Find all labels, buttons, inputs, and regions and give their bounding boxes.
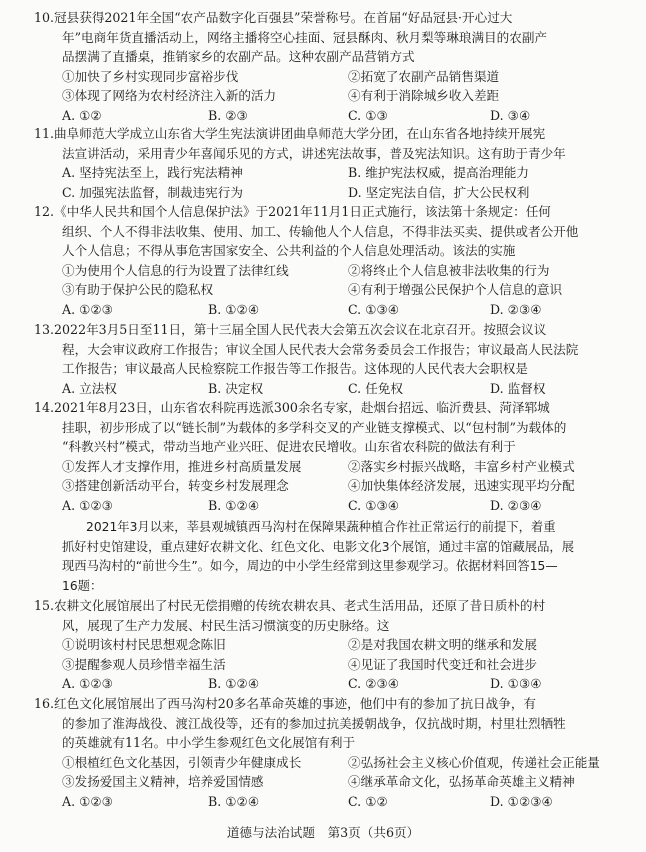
question-stem-line: “科教兴村”模式，带动当地产业兴旺、促进农民增收。山东省农科院的做法有利于 — [62, 439, 516, 454]
statement: ④加快集体经济发展，迅速实现平均分配 — [348, 478, 575, 493]
option-d[interactable]: D. 坚定宪法自信，扩大公民权利 — [348, 184, 530, 200]
question-number: 16. — [34, 696, 55, 711]
statement: ①发挥人才支撑作用，推进乡村高质量发展 — [62, 458, 302, 474]
option-a[interactable]: A. 坚持宪法至上，践行宪法精神 — [62, 165, 243, 180]
option-a[interactable]: A. ①②③ — [62, 793, 113, 809]
option-d[interactable]: D. ①③④ — [490, 676, 542, 691]
question-stem-line: 人个人信息；不得从事危害国家安全、公共利益的个人信息处理活动。该法的实施 — [62, 243, 516, 258]
material-line: 现西马沟村的“前世今生”。如今，周边的中小学生经常到这里参观学习。依据材料回答15— — [62, 559, 558, 573]
shared-material — [62, 518, 622, 596]
question-stem-line: 12.《中华人民共和国个人信息保护法》于2021年11月1日正式施行，该法第十条规定：任何 — [34, 204, 551, 219]
options-row — [62, 163, 622, 183]
option-b[interactable]: B. 维护宪法权威，提高治理能力 — [348, 165, 529, 180]
statement: ②是对我国农耕文明的继承和发展 — [348, 637, 537, 652]
option-a[interactable]: A. ①②③ — [62, 301, 113, 317]
question-number: 12. — [34, 204, 55, 219]
options-row — [62, 183, 622, 203]
statement: ④见证了我国时代变迁和社会进步 — [348, 656, 537, 672]
question-number: 15. — [34, 598, 55, 613]
option-d[interactable]: D. 监督权 — [490, 380, 546, 396]
option-a[interactable]: A. ①②③ — [62, 676, 113, 691]
material-line: 2021年3月以来，莘县观城镇西马沟村在保障果蔬种植合作社正常运行的前提下，着重 — [86, 520, 556, 534]
statement: ③搭建创新活动平台，转变乡村发展理念 — [62, 478, 289, 493]
question-stem-line: 11.曲阜师范大学成立山东省大学生宪法演讲团曲阜师范大学分团，在山东省各地持续开展宪 — [34, 126, 546, 141]
question-12 — [34, 202, 622, 319]
statement: ②弘扬社会主义核心价值观，传递社会正能量 — [348, 754, 600, 770]
statement: ③提醒参观人员珍惜幸福生活 — [62, 656, 226, 672]
statement-row — [62, 753, 622, 773]
options-row — [62, 379, 622, 399]
page-footer: 道德与法治试题 第3页（共6页） — [226, 825, 420, 840]
question-11 — [34, 124, 622, 202]
question-10 — [34, 8, 622, 125]
statement-row — [62, 67, 622, 87]
question-stem-line: 15.农耕文化展馆展出了村民无偿捐赠的传统农耕农具、老式生活用品，还原了昔日质朴的村 — [34, 598, 546, 613]
statement-row — [62, 86, 622, 106]
option-c[interactable]: C. 加强宪法监督，制裁违宪行为 — [62, 184, 243, 200]
option-b[interactable]: B. ①②④ — [208, 793, 260, 809]
option-a[interactable]: A. ①②③ — [62, 497, 113, 513]
statement: ②拓宽了农副产品销售渠道 — [348, 68, 500, 84]
option-b[interactable]: B. ①②④ — [208, 676, 260, 691]
question-stem-line: 13.2022年3月5日至11日，第十三届全国人民代表大会第五次会议在北京召开。按照会议议 — [34, 322, 547, 337]
question-stem-line: 14.2021年8月23日，山东省农科院再选派300余名专家，赴烟台招远、临沂费县、菏泽郓城 — [34, 400, 550, 415]
statement-row — [62, 457, 622, 477]
question-stem-line: 程，大会审议政府工作报告；审议全国人民代表大会常务委员会工作报告；审议最高人民法院 — [62, 341, 579, 357]
statement: ③发扬爱国主义精神，培养爱国情感 — [62, 774, 264, 789]
option-a[interactable]: A. ①② — [62, 107, 102, 123]
question-stem-line: 组织、个人不得非法收集、使用、加工、传输他人个人信息，不得非法买卖、提供或者公开他 — [62, 223, 579, 239]
statement: ①加快了乡村实现同步富裕步伐 — [62, 68, 239, 84]
question-16 — [34, 694, 622, 811]
statement: ①为使用个人信息的行为设置了法律红线 — [62, 262, 289, 278]
statement: ④有利于增强公民保护个人信息的意识 — [348, 282, 563, 297]
question-stem-line: 的英雄就有11名。中小学生参观红色文化展馆有利于 — [62, 735, 356, 750]
option-a[interactable]: A. 立法权 — [62, 380, 117, 396]
question-number: 11. — [34, 126, 55, 141]
statement: ①说明该村村民思想观念陈旧 — [62, 637, 226, 652]
option-d[interactable]: D. ③④ — [490, 107, 531, 123]
options-row — [62, 792, 622, 812]
question-number: 13. — [34, 322, 55, 337]
statement: ①根植红色文化基因，引领青少年健康成长 — [62, 754, 302, 770]
options-row — [62, 674, 622, 694]
options-row — [62, 106, 622, 126]
question-stem-line: 10.冠县获得2021年全国“农产品数字化百强县”荣誉称号。在首届“好品冠县·开心过大 — [34, 10, 513, 25]
option-b[interactable]: B. ①②④ — [208, 301, 260, 317]
statement: ③体现了网络为农村经济注入新的活力 — [62, 88, 277, 103]
statement: ④继承革命文化，弘扬革命英雄主义精神 — [348, 774, 575, 789]
material-line: 抓好村史馆建设，重点建好农耕文化、红色文化、电影文化3个展馆，通过丰富的馆藏展品，展 — [62, 539, 574, 554]
options-row — [62, 496, 622, 516]
statement: ②落实乡村振兴战略，丰富乡村产业模式 — [348, 458, 575, 474]
option-c[interactable]: C. ②③④ — [348, 676, 400, 691]
option-c[interactable]: C. ①③ — [348, 107, 388, 123]
option-d[interactable]: D. ②③④ — [490, 497, 542, 513]
option-b[interactable]: B. ②③ — [208, 107, 248, 123]
question-stem-line: 法宣讲活动，采用青少年喜闻乐见的方式，讲述宪法故事，普及宪法知识。这有助于青少年 — [62, 145, 566, 161]
option-d[interactable]: D. ②③④ — [490, 301, 542, 317]
statement-row — [62, 655, 622, 675]
material-line: 16题： — [62, 578, 103, 593]
question-stem-line: 挂职，初步形成了以“链长制”为载体的多学科交叉的产业链支撑模式、以“包村制”为载体的 — [62, 419, 567, 435]
statement-row — [62, 280, 622, 300]
question-number: 10. — [34, 10, 55, 25]
option-b[interactable]: B. ①②④ — [208, 497, 260, 513]
question-14 — [34, 398, 622, 515]
statement-row — [62, 261, 622, 281]
question-number: 14. — [34, 400, 55, 415]
statement-row — [62, 772, 622, 792]
statement: ②将终止个人信息被非法收集的行为 — [348, 262, 550, 278]
question-stem-line: 风，展现了生产力发展、村民生活习惯演变的历史脉络。这 — [62, 617, 390, 633]
question-stem-line: 工作报告；审议最高人民检察院工作报告等工作报告。这体现的人民代表大会职权是 — [62, 361, 528, 376]
option-c[interactable]: C. ①③④ — [348, 497, 400, 513]
option-c[interactable]: C. 任免权 — [348, 380, 403, 396]
option-c[interactable]: C. ①② — [348, 793, 388, 809]
question-stem-line: 16.红色文化展馆展出了西马沟村20多名革命英雄的事迹，他们中有的参加了抗日战争，有 — [34, 696, 537, 711]
options-row — [62, 300, 622, 320]
option-b[interactable]: B. 决定权 — [208, 380, 264, 396]
statement: ④有利于消除城乡收入差距 — [348, 88, 500, 103]
statement: ③有助于保护公民的隐私权 — [62, 282, 214, 297]
question-stem-line: 的参加了淮海战役、渡江战役等，还有的参加过抗美援朝战争，仅抗战时期，村里壮烈牺牲 — [62, 715, 566, 731]
question-13 — [34, 320, 622, 398]
option-c[interactable]: C. ①③④ — [348, 301, 400, 317]
statement-row — [62, 476, 622, 496]
question-stem-line: 品摆满了直播桌，推销家乡的农副产品。这种农副产品营销方式 — [62, 49, 415, 64]
question-15 — [34, 596, 622, 694]
statement-row — [62, 635, 622, 655]
option-d[interactable]: D. ①②③④ — [490, 793, 553, 809]
question-stem-line: 年”电商年货直播活动上，网络主播将空心挂面、冠县酥肉、秋月梨等琳琅满目的农副产 — [62, 29, 548, 45]
